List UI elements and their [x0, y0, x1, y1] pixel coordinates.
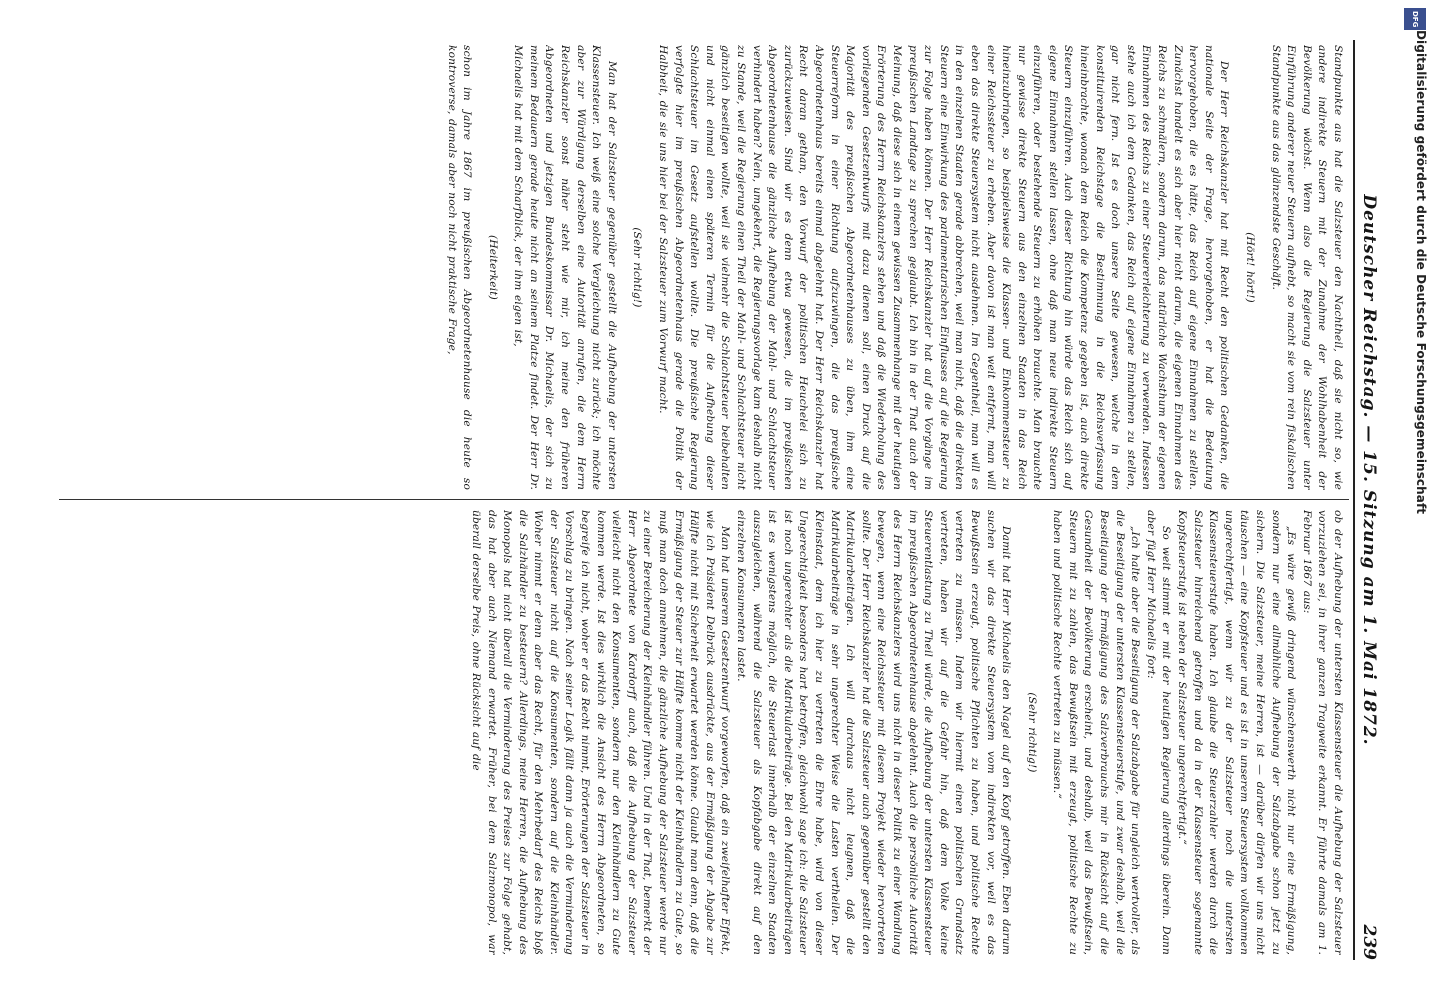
page-number: 239 [1359, 924, 1379, 960]
left-interjection-1: (Hört! hört!) [1244, 232, 1257, 303]
running-head-title: Deutscher Reichstag. — 15. Sitzung am 1. Mai 1872. [1359, 194, 1379, 746]
left-paragraph-1: Standpunkte aus hat die Salzsteuer den Nachtheil, daß sie nicht so, wie andere indirekte Steuern mit der Zunahme der Wohlhabenheit der Bevölkerung wächst. Wenn also die Regierung die Salzsteuer unter Einführung anderer neuer Steuern aufhebt, so macht sie vom rein fiskalischen Standpunkte aus das glänzendste Geschäft. [1269, 45, 1344, 490]
left-paragraph-3: Man hat der Salzsteuer gegenüber gestellt die Aufhebung der untersten Klassensteuer. Ich weiß eine solche Vergleichung nicht zurück; ich möchte aber zur Würdigung derselben eine Autorität anrufen, die dem Herrn Reichskanzler sonst näher steht wie mir, ich meine den früheren Abgeordneten und jetzigen Bundeskommissar Dr. Michaelis, der sich zu meinem Bedauern gerade heute nicht an seinem Platze findet. Der Herr Dr. Michaelis hat mit dem Scharfblick, der ihm eigen ist, [512, 45, 618, 490]
column-divider [59, 499, 1349, 500]
right-paragraph-3: So weit stimmt er mit der heutigen Regierung allerdings überein. Dann aber fügt Herr Michaelis fort: [1144, 510, 1173, 955]
dfg-logo: DFG [1404, 8, 1426, 30]
left-paragraph-2: Der Herr Reichskanzler hat mit Recht den politischen Gedanken, die nationale Seite der Frage, hervorgehoben, er hat die Bedeutung hervorgehoben, die es hätte, das Reich auf eigene Einnahmen zu stellen. Zunächst handelt es sich aber hier nicht darum, die eigenen Einnahmen des Reichs zu schmälern, sondern darum, das natürliche Wachsthum der eigenen Einnahmen des Reichs zu einer Steuererleichterung zu verwenden. Indessen stehe auch ich dem Gedanken, das Reich auf eigene Einnahmen zu stellen, gar nicht fern. Ist es doch unsere Seite gewesen, welche in dem konstituirenden Reichstage die Bestimmung in die Reichsverfassung hineinbrachte, wonach dem Reich die Kompetenz gegeben ist, auch direkte Steuern einzuführen. Auch dieser Richtung hin würde das Reich sich auf eigene Einnahmen stellen lassen, ohne daß man neue indirekte Steuern einzuführen, oder bestehende Steuern zu erhöhen brauchte. Man brauchte nur gewisse direkte Steuern aus den einzelnen Staaten in das Reich hineinzubringen, so beispielsweise die Klassen- und Einkommensteuer zu einer Reichssteuer zu erheben. Aber davon ist man weit entfernt, man will eben das direkte Steuersystem nicht ausdehnen. Im Gegentheil, man will es in den einzelnen Staaten gerade abbrechen, weil man nicht, daß die direkten Steuern eine Einwirkung des parlamentarischen Einflusses auf die Regierung zur Folge haben können. Der Herr Reichskanzler hat auf die Vorgänge im preußischen Landtage zu sprechen geglaubt. Ich bin in der That auch der Meinung, daß diese sich in einem gewissen Zusammenhange mit der heutigen Erörterung des Herrn Reichskanzlers stehen und daß die Wiederholung des vorliegenden Gesetzentwurfs mit dazu dienen soll, einen Druck auf die Majorität des preußischen Abgeordnetenhauses zu üben, ihm eine Steuerreform in einer Richtung aufzuzwingen, die das preußische Abgeordnetenhaus bereits einmal abgelehnt hat. Der Herr Reichskanzler hat Recht daran gethan, den Vorwurf der politischen Heuchelei sich zu zurückzuweisen. Sind wir es denn etwa gewesen, die im preußischen Abgeordnetenhause die gänzliche Aufhebung der Mahl- und Schlachtsteuer verhindert haben? Nein, umgekehrt, die Regierungsvorlage kam deshalb nicht zu Stande, weil die Regierung einen Theil der Mahl- und Schlachtsteuer nicht gänzlich beseitigen wollte, weil sie vielmehr die Schlachtsteuer beibehalten und nicht einmal einen späteren Termin für die Aufhebung dieser Schlachtsteuer im Gesetz aufstellen wollte. Die preußische Regierung verfolgte hier im preußischen Abgeordnetenhaus gerade die Politik der Halbheit, die sie uns hier bei der Salzsteuer zum Vorwurf macht. [657, 45, 1231, 490]
left-paragraph-4: schon im Jahre 1867 im preußischen Abgeordnetenhause die heute so kontroverse, damals aber noch nicht praktische Frage, [445, 45, 474, 490]
right-column [55, 510, 1345, 955]
left-interjection-2: (Sehr richtig!) [631, 227, 644, 308]
left-column [55, 45, 1345, 490]
right-paragraph-6: Man hat unserem Gesetzentwurf vorgeworfen, daß ein zweifelhafter Effekt, wie ich Präsident Delbrück ausdrückte, aus der Ermäßigung der Abgabe zur Hälfte nicht mit Sicherheit erwartet werden könne. Glaubt man denn, daß die Ermäßigung der Steuer zur Hälfte komme nicht der Kleinhändlern zu Gute, so muß man doch annehmen, die gänzliche Aufhebung der Salzsteuer werde nur zu einer Bereicherung der Kleinhändler führen. Und in der That, bemerkt der Herr Abgeordnete von Kardorff auch, daß die Aufhebung der Salzsteuer vielleicht nicht den Konsumenten, sondern nur den Kleinhändlern zu Gute kommen werde. Ist dies wirklich die Ansicht des Herrn Abgeordneten, so begreife ich nicht, woher er das Recht nimmt, Erörterungen der Salzsteuer in Vorschlag zu bringen. Nach seiner Logik fällt dann ja auch die Verminderung der Salzsteuer nicht auf die Konsumenten, sondern auf die Kleinhändler. Woher nimmt er denn aber das Recht, für den Mehrbedarf des Reichs bloß die Salzhändler zu besteuern? Allerdings, meine Herren, die Aufhebung des Monopols hat nicht überall die Verminderung des Preises zur Folge gehabt, das hat aber auch Niemand erwartet. Früher, bei dem Salzmonopol, war überall derselbe Preis, ohne Rücksicht auf die [469, 510, 732, 955]
digitisation-strip [1390, 0, 1432, 1000]
right-quote-2: „Ich halte aber die Beseitigung der Salzabgabe für ungleich wertvoller, als die Beseitigung der untersten Klassensteuerstufe, und zwar deshalb, weil die Beseitigung der Ermäßigung des Salzverbrauchs mir in Rücksicht auf die Gesundheit der Bevölkerung erscheint, und deshalb, weil das Bewußtsein, Steuern mit zu zahlen, das Bewußtsein mit erzeugt, politische Rechte zu haben und politische Rechte vertreten zu müssen.“ [1051, 510, 1142, 955]
reichstag-page [55, 40, 1385, 960]
right-paragraph-5: Damit hat Herr Michaelis den Nagel auf den Kopf getroffen. Eben darum suchen wir das direkte Steuersystem vom indirekten vor, weil es das Bewußtsein erzeugt, politische Pflichten zu haben, und politische Rechte vertreten zu müssen. Indem wir hiermit einen politischen Grundsatz vertreten, haben wir auf die Gefahr hin, daß dem Volke keine Steuerentlastung zu Theil würde, die Aufhebung der untersten Klassensteuer im preußischen Abgeordnetenhause abgelehnt. Auch die persönliche Autorität des Herrn Reichskanzlers wird uns nicht in dieser Politik zu einer Wandlung bewegen, wenn eine Reichssteuer mit diesem Projekt wieder hervortreten sollte. Der Herr Reichskanzler hat die Salzsteuer auch gegenüber gestellt den Matrikularbeiträgen. Ich will durchaus nicht leugnen, daß die Matrikularbeiträge in sehr ungerechter Weise die Lasten vertheilen. Der Kleinstaat, dem ich hier zu vertreten die Ehre habe, wird von dieser Ungerechtigkeit besonders hart betroffen, gleichwohl sage ich: die Salzsteuer ist noch ungerechter als die Matrikularbeiträge. Bei den Matrikularbeiträgen ist es wenigstens möglich, die Steuerlast innerhalb der einzelnen Staaten auszugleichen, während die Salzsteuer als Kopfabgabe direkt auf den einzelnen Konsumenten lastet. [735, 510, 1013, 955]
right-interjection-1: (Sehr richtig!) [1025, 692, 1038, 773]
running-head [1353, 40, 1385, 960]
right-paragraph-1: ob der Aufhebung der untersten Klassensteuer die Aufhebung der Salzsteuer vorzuziehen sei, in ihrer ganzen Tragweite erkannt. Er führte damals am 1. Februar 1867 aus: [1300, 510, 1344, 955]
right-quote-1: „Es wäre gewiß dringend wünschenswerth nicht nur eine Ermäßigung, sondern nur eine allmähliche Aufhebung der Salzabgabe schon jetzt zu sichern. Die Salzsteuer, meine Herren, ist — darüber dürfen wir uns nicht täuschen — eine Kopfsteuer und es ist in unserem Steuersystem vollkommen ungerechtfertigt, wenn wir zu der Salzsteuer noch die untersten Klassensteuerstufe haben. Ich glaube die Steuerzahler werden durch die Salzsteuer hinreichend getroffen und da in der Klassensteuer sogenannte Kopfsteuerstufe ist neben der Salzsteuer ungerechtfertigt.“ [1176, 510, 1298, 955]
left-interjection-3: (Heiterkeit) [486, 235, 499, 300]
digitisation-note: Digitalisierung gefördert durch die Deutsche Forschungsgemeinschaft [1414, 30, 1428, 515]
